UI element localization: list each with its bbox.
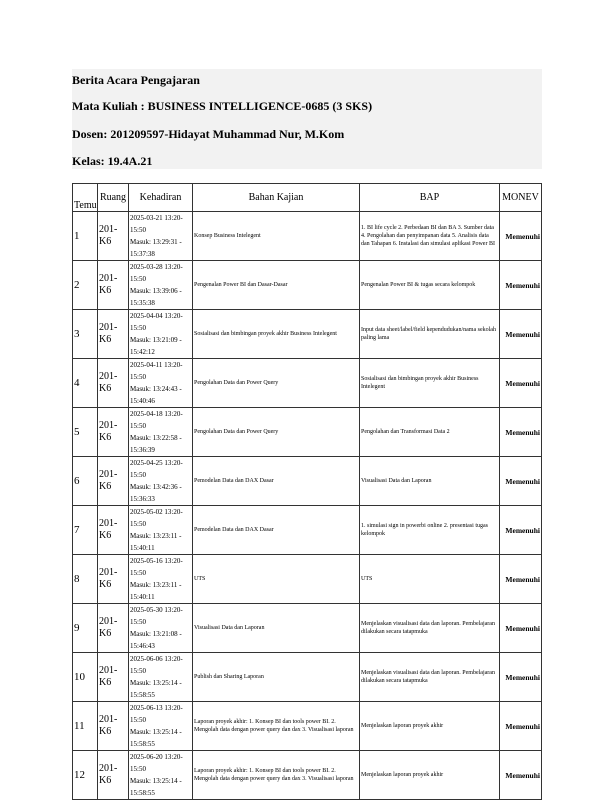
monev-status: Memenuhi	[500, 506, 542, 555]
topic-cell: Visualisasi Data dan Laporan	[193, 604, 360, 653]
monev-status: Memenuhi	[500, 555, 542, 604]
table-row	[73, 506, 542, 555]
table-row	[73, 310, 542, 359]
topic-cell: Pengolahan Data dan Power Query	[193, 408, 360, 457]
table-row	[73, 408, 542, 457]
schedule-time: 2025-04-25 13:20-15:50	[130, 459, 183, 479]
attendance-cell	[129, 457, 193, 506]
attendance-cell	[129, 653, 193, 702]
attendance-cell	[129, 359, 193, 408]
schedule-time: 2025-06-20 13:20-15:50	[130, 753, 183, 773]
schedule-time: 2025-03-21 13:20-15:50	[130, 214, 183, 234]
attendance-cell	[129, 506, 193, 555]
bap-cell: 1. simulasi sign in powerbi online 2. presentasi tugas kelompok	[360, 506, 500, 555]
room-cell: 201-K6	[98, 212, 129, 261]
room-cell: 201-K6	[98, 555, 129, 604]
topic-cell: Pemodelan Data dan DAX Dasar	[193, 506, 360, 555]
attendance-cell	[129, 555, 193, 604]
monev-status: Memenuhi	[500, 212, 542, 261]
bap-cell: UTS	[360, 555, 500, 604]
table-row	[73, 604, 542, 653]
attendance-cell	[129, 604, 193, 653]
table-row	[73, 653, 542, 702]
document-header	[72, 69, 542, 169]
table-row	[73, 751, 542, 800]
room-cell: 201-K6	[98, 604, 129, 653]
check-in-time: Masuk: 13:21:09 - 15:42:12	[130, 336, 182, 356]
meeting-number: 7	[73, 506, 98, 555]
schedule-time: 2025-03-28 13:20-15:50	[130, 263, 183, 283]
check-in-time: Masuk: 13:21:08 - 15:46:43	[130, 630, 182, 650]
bap-cell: Menjelaskan visualisasi data dan laporan. Pembelajaran dilakukan secara tatapmuka	[360, 653, 500, 702]
bap-cell: Sosialisasi dan bimbingan proyek akhir Business Intelegent	[360, 359, 500, 408]
room-cell: 201-K6	[98, 751, 129, 800]
check-in-time: Masuk: 13:22:58 - 15:36:39	[130, 434, 182, 454]
lecturer-name: Dosen: 201209597-Hidayat Muhammad Nur, M.Kom	[72, 127, 345, 141]
schedule-time: 2025-04-18 13:20-15:50	[130, 410, 183, 430]
check-in-time: Masuk: 13:42:36 - 15:36:33	[130, 483, 182, 503]
check-in-time: Masuk: 13:23:11 - 15:40:11	[130, 532, 182, 552]
schedule-time: 2025-05-30 13:20-15:50	[130, 606, 183, 626]
schedule-time: 2025-06-13 13:20-15:50	[130, 704, 183, 724]
room-cell: 201-K6	[98, 457, 129, 506]
bap-cell: Menjelaskan laporan proyek akhir	[360, 702, 500, 751]
table-row	[73, 261, 542, 310]
table-row	[73, 359, 542, 408]
attendance-table	[72, 183, 542, 800]
meeting-number: 6	[73, 457, 98, 506]
schedule-time: 2025-04-11 13:20-15:50	[130, 361, 183, 381]
bap-cell: Pengenalan Power BI & tugas secara kelompok	[360, 261, 500, 310]
monev-status: Memenuhi	[500, 408, 542, 457]
bap-cell: Menjelaskan visualisasi data dan laporan. Pembelajaran dilakukan secara tatapmuka	[360, 604, 500, 653]
table-row	[73, 212, 542, 261]
check-in-time: Masuk: 13:23:11 - 15:40:11	[130, 581, 182, 601]
topic-cell: Konsep Business Intelegent	[193, 212, 360, 261]
schedule-time: 2025-05-16 13:20-15:50	[130, 557, 183, 577]
monev-status: Memenuhi	[500, 457, 542, 506]
check-in-time: Masuk: 13:25:14 - 15:58:55	[130, 728, 182, 748]
check-in-time: Masuk: 13:39:06 - 15:35:38	[130, 287, 182, 307]
room-cell: 201-K6	[98, 310, 129, 359]
attendance-cell	[129, 408, 193, 457]
table-row	[73, 555, 542, 604]
column-header-temu: Temu	[73, 184, 98, 212]
monev-status: Memenuhi	[500, 653, 542, 702]
topic-cell: Pemodelan Data dan DAX Dasar	[193, 457, 360, 506]
meeting-number: 9	[73, 604, 98, 653]
check-in-time: Masuk: 13:25:14 - 15:58:55	[130, 777, 182, 797]
class-name: Kelas: 19.4A.21	[72, 154, 153, 168]
table-row	[73, 702, 542, 751]
check-in-time: Masuk: 13:25:14 - 15:58:55	[130, 679, 182, 699]
meeting-number: 1	[73, 212, 98, 261]
bap-cell: Pengolahan dan Transformasi Data 2	[360, 408, 500, 457]
monev-status: Memenuhi	[500, 604, 542, 653]
monev-status: Memenuhi	[500, 359, 542, 408]
column-header-bahan-kajian: Bahan Kajian	[193, 184, 360, 212]
table-header-row	[73, 184, 542, 212]
column-header-kehadiran: Kehadiran	[129, 184, 193, 212]
topic-cell: Pengolahan Data dan Power Query	[193, 359, 360, 408]
room-cell: 201-K6	[98, 653, 129, 702]
attendance-cell	[129, 310, 193, 359]
schedule-time: 2025-05-02 13:20-15:50	[130, 508, 183, 528]
bap-cell: 1. BI life cycle 2. Perbedaan BI dan BA 3. Sumber data 4. Pengolahan dan penyimpanan data 5. Analisis data dan Tahapan 6. Instalasi dan simulasi aplikasi Power BI	[360, 212, 500, 261]
meeting-number: 12	[73, 751, 98, 800]
topic-cell: Publish dan Sharing Laporan	[193, 653, 360, 702]
column-header-monev: MONEV	[500, 184, 542, 212]
bap-cell: Visualisasi Data dan Laporan	[360, 457, 500, 506]
column-header-bap: BAP	[360, 184, 500, 212]
meeting-number: 2	[73, 261, 98, 310]
topic-cell: UTS	[193, 555, 360, 604]
column-header-ruang: Ruang	[98, 184, 129, 212]
attendance-cell	[129, 261, 193, 310]
meeting-number: 5	[73, 408, 98, 457]
monev-status: Memenuhi	[500, 261, 542, 310]
document-title: Berita Acara Pengajaran	[72, 73, 200, 87]
schedule-time: 2025-06-06 13:20-15:50	[130, 655, 183, 675]
check-in-time: Masuk: 13:29:31 - 15:37:38	[130, 238, 182, 258]
attendance-cell	[129, 212, 193, 261]
room-cell: 201-K6	[98, 506, 129, 555]
topic-cell: Laporan proyek akhir: 1. Konsep BI dan tools power BI. 2. Mengolah data dengan power query dan dax 3. Visualisasi laporan	[193, 751, 360, 800]
bap-cell: Menjelaskan laporan proyek akhir	[360, 751, 500, 800]
room-cell: 201-K6	[98, 702, 129, 751]
room-cell: 201-K6	[98, 261, 129, 310]
bap-cell: Input data sheet/label/field kependudukan/nama sekolah paling lama	[360, 310, 500, 359]
topic-cell: Pengenalan Power BI dan Dasar-Dasar	[193, 261, 360, 310]
monev-status: Memenuhi	[500, 702, 542, 751]
schedule-time: 2025-04-04 13:20-15:50	[130, 312, 183, 332]
meeting-number: 4	[73, 359, 98, 408]
attendance-cell	[129, 751, 193, 800]
room-cell: 201-K6	[98, 359, 129, 408]
monev-status: Memenuhi	[500, 310, 542, 359]
table-row	[73, 457, 542, 506]
course-name: Mata Kuliah : BUSINESS INTELLIGENCE-0685 (3 SKS)	[72, 99, 373, 113]
topic-cell: Sosialisasi dan bimbingan proyek akhir Business Intelegent	[193, 310, 360, 359]
meeting-number: 10	[73, 653, 98, 702]
attendance-cell	[129, 702, 193, 751]
meeting-number: 11	[73, 702, 98, 751]
room-cell: 201-K6	[98, 408, 129, 457]
check-in-time: Masuk: 13:24:43 - 15:40:46	[130, 385, 182, 405]
meeting-number: 3	[73, 310, 98, 359]
meeting-number: 8	[73, 555, 98, 604]
topic-cell: Laporan proyek akhir: 1. Konsep BI dan tools power BI. 2. Mengolah data dengan power query dan dax 3. Visualisasi laporan	[193, 702, 360, 751]
monev-status: Memenuhi	[500, 751, 542, 800]
